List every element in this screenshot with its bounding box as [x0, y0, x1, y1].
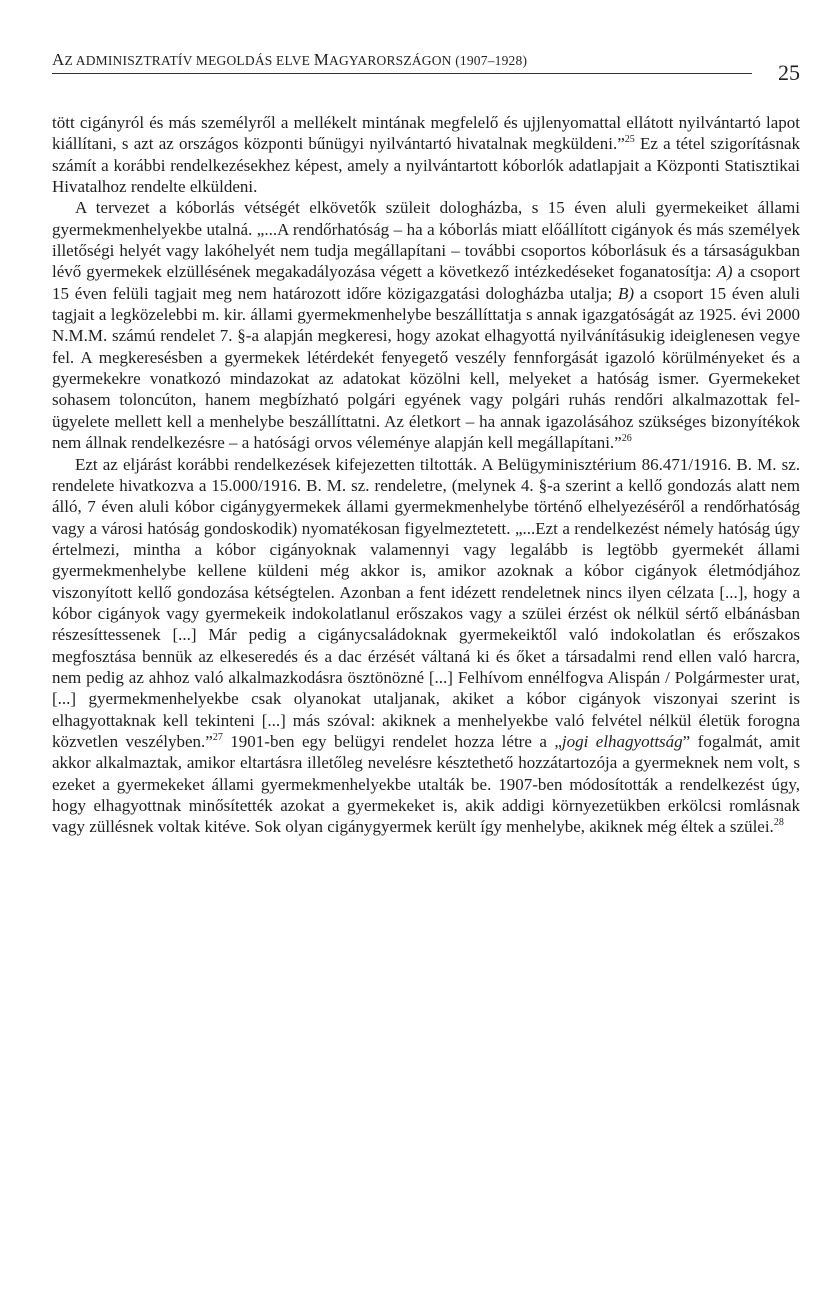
footnote-ref-27[interactable]: 27 — [212, 731, 223, 743]
body-text — [52, 112, 800, 838]
list-marker-a: A) — [716, 262, 733, 282]
footnote-ref-25[interactable]: 25 — [624, 134, 635, 146]
paragraph-2 — [52, 197, 800, 453]
paragraph-2-text: A tervezet a kóborlás vétségét elkövetők szüleit dologházba, s 15 éven aluli gyermekeiket állami gyermekmenhelyekbe utalná. „...A rendőrhatóság – ha a kóborlás miatt előállított cigányok és más személyek illetőségi helyét vagy lakóhelyét nem tudja megállapítani – további csoportos kóborlásuk és a társaságukban lévő gyermekek elzüllésének megakadályozása végett a következő intézkedéseket foganatosítja: — [52, 198, 800, 282]
running-title-part: Z ADMINISZTRATÍV MEGOLDÁS ELVE — [64, 53, 314, 68]
running-title-part-2: AGYARORSZÁGON (1907–1928) — [329, 53, 528, 68]
paragraph-2-text-3: a csoport 15 éven aluli tagjait a legközelebbi m. kir. állami gyermekmenhelybe beszállíttatja s annak igazgatóságát az 1925. évi 2000 N.M.M. számú rendelet 7. §-a alapján megkeresi, hogy azokat elhagyottá nyilvánításukig ideiglenesen vegye fel. A megkeresésben a gyermekek létérdekét fenyegető veszély fennforgását igazoló körülményeket és a gyermekekre vonatkozó mindazokat az adatokat közölni kell, melyeket a hatóság ismer. Gyermekeket sohasem toloncúton, hanem megbízható polgári egyének vagy polgári ruhás rendőri alkalmazottak felügyelete mellett kell a menhelybe beszállíttatni. Az életkort – ha annak igazolásához szükséges bizonyítékok nem állnak rendelkezésre – a hatósági orvos véleménye alapján kell megállapítani.” — [52, 283, 800, 453]
page-header — [52, 48, 800, 88]
paragraph-1 — [52, 112, 800, 197]
paragraph-3 — [52, 454, 800, 838]
term-jogi-elhagyottsag: jogi elhagyottság — [561, 731, 683, 751]
header-rule — [52, 73, 752, 74]
paragraph-2-text-2: a csoport 15 éven felüli tagjait meg nem határozott időre közigazgatási dologházba utalja; — [52, 262, 800, 303]
paragraph-3-text-3: ” fogalmát, amit akkor alkalmaztak, amikor eltartásra illetőleg nevelésre késztethető hozzátartozója a gyermeknek nem volt, s ezeket a gyermekeket állami gyermekmenhelyekbe utalták be. 1907-ben módosították a rendelkezést úgy, hogy elhagyottnak minősítették azokat a gyermekeket is, akik addigi környezetükben erkölcsi romlásnak vagy züllésnek voltak kitéve. Sok olyan cigánygyermek került így menhelybe, akiknek még éltek a szülei. — [52, 731, 801, 837]
footnote-ref-26[interactable]: 26 — [621, 433, 632, 445]
page-number: 25 — [778, 60, 800, 85]
paragraph-3-text: Ezt az eljárást korábbi rendelkezések kifejezetten tiltották. A Belügyminisztérium 86.471/1916. B. M. sz. rendelete hivatkozva a 15.000/1916. B. M. sz. rendeletre, (melynek 4. §-a szerint a kellő gondozás alatt nem álló, 7 éven aluli kóbor cigánygyermekek állami gyermekmenhelybe történő elhelyezéséről a rendőrhatóság vagy a városi hatóság gondoskodik) nyomatékosan figyelmeztetett. „...Ezt a rendelkezést némely hatóság úgy értelmezi, mintha a kóbor cigányoknak valamennyi vagy legalább is legtöbb gyermekét állami gyermekmenhelybe kellene küldeni még akkor is, amikor azoknak a kóbor cigányok életmódjához viszonyított kellő gondozása kétségtelen. Azonban a fent idézett rendeletnek nincs ilyen célzata [...], hogy a kóbor cigányok vagy gyermekeik indokolatlanul erőszakos vagy a szülei érzést ok nélkül sértő elbánásban részesíttessenek [...] Már pedig a cigánycsaládoknak gyermekeiktől való indokolatlan és erőszakos megfosztása bennük az elkeseredés és a dac érzését váltaná ki és őket a társadalmi rend ellen való harcra, nem pedig az ahhoz való alkalmazkodásra ösztönözné [...] Felhívom ennélfogva Alispán / Polgármester urat, [...] gyermekmenhelyekbe csak olyanokat utaljanak, akiket a kóbor cigányok viszonyai szerint is elhagyottaknak kell tekinteni [...] más szóval: akiknek a menhelyekbe való felvétel nélkül életük forogna közvetlen veszélyben.” — [52, 454, 800, 751]
running-title — [52, 50, 527, 70]
footnote-ref-28[interactable]: 28 — [773, 817, 784, 829]
running-title-initial: A — [52, 50, 65, 69]
paragraph-1-text: tött cigányról és más személyről a mellékelt mintának megfelelő és ujjlenyomattal ellátott nyilvántartó lapot kiállítani, s azt az országos központi bűnügyi nyilvántartó hivatalnak megküldeni.” — [52, 113, 800, 154]
paragraph-1-text-2: Ez a tétel szigorításnak számít a korábbi rendelkezésekhez képest, amely a nyilvántartott kóborlók adatlapjait a Központi Statisztikai Hivatalhoz rendelte elküldeni. — [52, 134, 801, 197]
paragraph-3-text-2: 1901-ben egy belügyi rendelet hozza létre a „ — [222, 731, 562, 751]
running-title-initial-2: M — [313, 50, 330, 69]
list-marker-b: B) — [618, 283, 635, 303]
